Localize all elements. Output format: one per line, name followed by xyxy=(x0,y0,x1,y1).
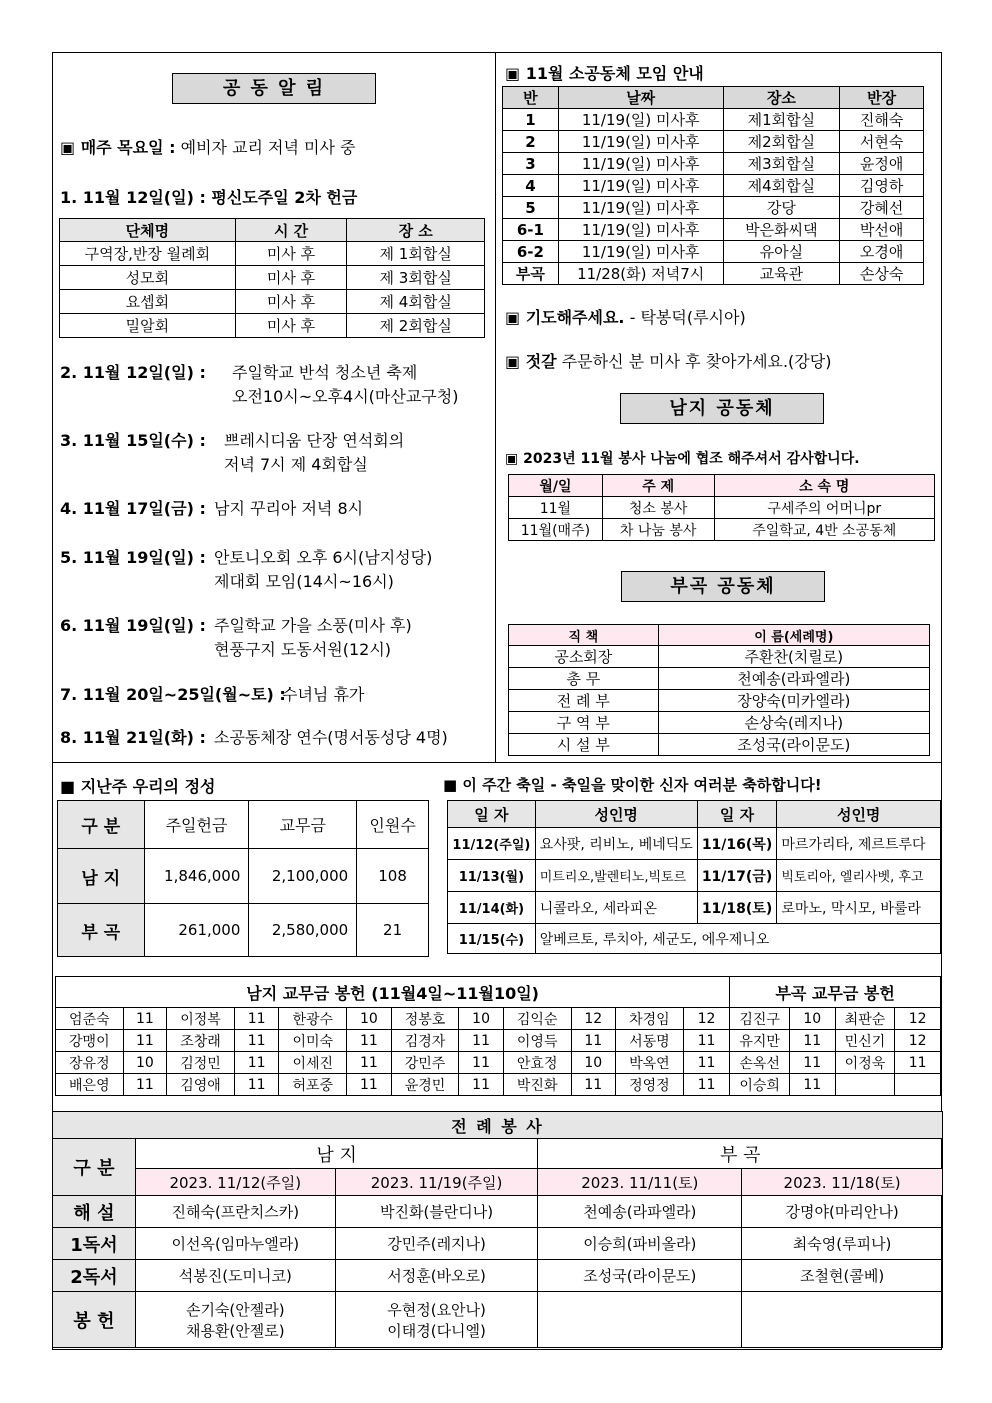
table-cell: 윤경민 xyxy=(391,1074,459,1096)
table-header: 일 자 xyxy=(697,801,777,828)
item6-label: 6. 11월 19일(일) : xyxy=(60,616,206,635)
table-cell: 11 xyxy=(234,1074,279,1096)
table-cell: 이정복 xyxy=(167,1008,235,1030)
table-cell: 11 xyxy=(234,1052,279,1074)
table-header: 인원수 xyxy=(357,801,429,849)
table-cell xyxy=(835,1074,895,1096)
table-cell: 강명야(마리안나) xyxy=(742,1196,943,1228)
table-header: 성인명 xyxy=(535,801,697,828)
table-cell: 최판순 xyxy=(835,1008,895,1030)
table-cell: 11 xyxy=(459,1030,504,1052)
table-cell: 박선애 xyxy=(840,219,924,241)
table-header: 반장 xyxy=(840,87,924,109)
table-cell: 조성국(라이문도) xyxy=(658,734,929,756)
table-cell: 이승희 xyxy=(730,1074,790,1096)
table-cell: 11/19(일) 미사후 xyxy=(558,197,723,219)
table-cell: 김정민 xyxy=(167,1052,235,1074)
liturgy-gubun: 구 분 xyxy=(53,1139,136,1196)
table-cell: 성모회 xyxy=(60,266,236,290)
table-cell: 김진구 xyxy=(730,1008,790,1030)
table-cell: 박진화(블란디나) xyxy=(335,1196,538,1228)
table-cell: 정봉호 xyxy=(391,1008,459,1030)
table-cell: 11/15(수) xyxy=(448,924,536,954)
liturgy-bugok-header: 부 곡 xyxy=(538,1139,943,1169)
table-cell: 5 xyxy=(503,197,559,219)
table-cell: 11/16(목) xyxy=(697,828,777,860)
table-cell: 김영하 xyxy=(840,175,924,197)
table-cell: 엄준숙 xyxy=(56,1008,124,1030)
table-cell: 진해숙 xyxy=(840,109,924,131)
table-cell: 서동명 xyxy=(616,1030,684,1052)
table-cell: 11 xyxy=(347,1030,392,1052)
item6-line2: 현풍구지 도동서원(12시) xyxy=(214,640,392,659)
table-cell: 김익순 xyxy=(503,1008,571,1030)
table-cell: 진해숙(프란치스카) xyxy=(135,1196,335,1228)
item1-table xyxy=(59,218,485,338)
liturgy-row-label: 해 설 xyxy=(53,1196,136,1228)
table-cell: 108 xyxy=(357,849,429,904)
table-cell: 박진화 xyxy=(503,1074,571,1096)
table-cell: 2 xyxy=(503,131,559,153)
item5-line2: 제대회 모임(14시~16시) xyxy=(214,572,394,591)
table-cell: 장유정 xyxy=(56,1052,124,1074)
table-cell: 11/12(주일) xyxy=(448,828,536,860)
table-cell: 조성국(라이문도) xyxy=(538,1260,742,1292)
liturgy-date: 2023. 11/18(토) xyxy=(742,1169,943,1196)
table-cell: 11 xyxy=(790,1030,836,1052)
liturgy-row-label: 1독서 xyxy=(53,1228,136,1260)
table-header: 단체명 xyxy=(60,219,236,242)
table-cell: 제 3회합실 xyxy=(347,266,485,290)
table-cell: 4 xyxy=(503,175,559,197)
table-cell: 10 xyxy=(571,1052,616,1074)
table-cell: 제 1회합실 xyxy=(347,242,485,266)
table-cell: 11/13(월) xyxy=(448,860,536,892)
table-cell: 11월(매주) xyxy=(509,519,603,541)
feast-table xyxy=(447,800,941,954)
table-cell: 이영득 xyxy=(503,1030,571,1052)
table-cell: 오경애 xyxy=(840,241,924,263)
dues-row-0 xyxy=(56,1008,941,1030)
table-cell: 10 xyxy=(123,1052,167,1074)
table-cell: 10 xyxy=(790,1008,836,1030)
table-cell: 미트리오,발렌티노,빅토르 xyxy=(535,860,697,892)
table-cell: 박은화씨댁 xyxy=(723,219,840,241)
table-cell: 이미숙 xyxy=(279,1030,347,1052)
namji-dues-title: 남지 교무금 봉헌 (11월4일~11월10일) xyxy=(56,977,730,1008)
table-cell: 2,100,000 xyxy=(249,849,357,904)
table-cell: 11/18(토) xyxy=(697,892,777,924)
table-cell: 밀알회 xyxy=(60,314,236,338)
table-cell: 손상숙 xyxy=(840,263,924,285)
table-cell: 부 곡 xyxy=(58,904,145,957)
item2-line2: 오전10시~오후4시(마산교구청) xyxy=(232,387,459,406)
table-cell: 6-1 xyxy=(503,219,559,241)
table-cell: 1,846,000 xyxy=(144,849,249,904)
table-header: 주일헌금 xyxy=(144,801,249,849)
liturgy-date: 2023. 11/12(주일) xyxy=(135,1169,335,1196)
item8-label: 8. 11월 21일(화) : xyxy=(60,728,206,747)
dues-row-1 xyxy=(56,1030,941,1052)
liturgy-row-label: 2독서 xyxy=(53,1260,136,1292)
liturgy-date: 2023. 11/19(주일) xyxy=(335,1169,538,1196)
table-cell: 12 xyxy=(571,1008,616,1030)
item5-label: 5. 11월 19일(일) : xyxy=(60,548,206,567)
table-cell: 2,580,000 xyxy=(249,904,357,957)
table-cell: 차경임 xyxy=(616,1008,684,1030)
table-cell: 안효정 xyxy=(503,1052,571,1074)
table-header: 일 자 xyxy=(448,801,536,828)
table-cell: 미사 후 xyxy=(235,290,347,314)
table-header: 이 름(세례명) xyxy=(658,625,929,646)
table-cell: 장양숙(미카엘라) xyxy=(658,690,929,712)
table-cell: 주환찬(치릴로) xyxy=(658,646,929,668)
table-cell: 구역장,반장 월례회 xyxy=(60,242,236,266)
table-header: 날짜 xyxy=(558,87,723,109)
table-cell: 로마노, 막시모, 바룰라 xyxy=(777,892,941,924)
table-cell: 6-2 xyxy=(503,241,559,263)
table-cell: 전 례 부 xyxy=(509,690,659,712)
bugok-dues-title: 부곡 교무금 봉헌 xyxy=(730,977,941,1008)
table-cell: 석봉진(도미니코) xyxy=(135,1260,335,1292)
table-cell: 11 xyxy=(347,1052,392,1074)
table-cell: 구세주의 어머니pr xyxy=(714,497,934,519)
table-cell: 12 xyxy=(683,1008,730,1030)
table-cell: 11 xyxy=(683,1074,730,1096)
table-cell: 시 설 부 xyxy=(509,734,659,756)
section-divider xyxy=(52,762,942,763)
item2-label: 2. 11월 12일(일) : xyxy=(60,363,206,382)
table-cell: 윤정애 xyxy=(840,153,924,175)
table-cell: 제 4회합실 xyxy=(347,290,485,314)
table-cell: 유아실 xyxy=(723,241,840,263)
table-cell: 11/14(화) xyxy=(448,892,536,924)
dues-row-3 xyxy=(56,1074,941,1096)
table-cell: 미사 후 xyxy=(235,314,347,338)
table-cell: 알베르토, 루치아, 세군도, 에우제니오 xyxy=(535,924,940,954)
table-cell: 제2회합실 xyxy=(723,131,840,153)
table-cell: 요사팟, 리비노, 베네딕도 xyxy=(535,828,697,860)
table-header: 성인명 xyxy=(777,801,941,828)
table-cell: 제4회합실 xyxy=(723,175,840,197)
table-cell: 이승희(파비올라) xyxy=(538,1228,742,1260)
table-cell: 11/19(일) 미사후 xyxy=(558,175,723,197)
table-cell: 요셉회 xyxy=(60,290,236,314)
table-cell: 강맹이 xyxy=(56,1030,124,1052)
table-cell: 11/19(일) 미사후 xyxy=(558,131,723,153)
table-cell: 서정훈(바오로) xyxy=(335,1260,538,1292)
table-cell: 11 xyxy=(234,1030,279,1052)
table-cell: 마르가리타, 제르트루다 xyxy=(777,828,941,860)
item7-label: 7. 11월 20일~25일(월~토) : xyxy=(60,685,286,704)
table-cell: 손옥선 xyxy=(730,1052,790,1074)
item2-line1: 주일학교 반석 청소년 축제 xyxy=(232,363,418,382)
table-cell: 11 xyxy=(895,1052,941,1074)
item1-label: 1. 11월 12일(일) : 평신도주일 2차 헌금 xyxy=(60,188,358,207)
table-cell: 11 xyxy=(790,1052,836,1074)
table-cell: 미사 후 xyxy=(235,242,347,266)
table-cell: 제 2회합실 xyxy=(347,314,485,338)
namji-community-title: 남지 공동체 xyxy=(620,393,824,424)
table-cell: 11/19(일) 미사후 xyxy=(558,219,723,241)
table-cell: 서현숙 xyxy=(840,131,924,153)
table-cell: 12 xyxy=(895,1030,941,1052)
table-cell: 한광수 xyxy=(279,1008,347,1030)
table-cell: 11/19(일) 미사후 xyxy=(558,153,723,175)
item8-line1: 소공동체장 연수(명서동성당 4명) xyxy=(214,728,448,747)
table-cell: 11/19(일) 미사후 xyxy=(558,109,723,131)
table-cell: 빅토리아, 엘리사벳, 후고 xyxy=(777,860,941,892)
liturgy-date: 2023. 11/11(토) xyxy=(538,1169,742,1196)
table-cell: 손기숙(안젤라) 채용환(안젤로) xyxy=(135,1292,335,1348)
table-cell: 공소회장 xyxy=(509,646,659,668)
table-cell: 최숙영(루피나) xyxy=(742,1228,943,1260)
bugok-staff-table xyxy=(508,624,930,756)
table-cell: 11월 xyxy=(509,497,603,519)
table-cell: 천예송(라파엘라) xyxy=(538,1196,742,1228)
table-cell: 강혜선 xyxy=(840,197,924,219)
table-cell: 구 역 부 xyxy=(509,712,659,734)
table-cell: 제1회합실 xyxy=(723,109,840,131)
table-cell: 민신기 xyxy=(835,1030,895,1052)
table-header: 소 속 명 xyxy=(714,475,934,497)
table-cell xyxy=(742,1292,943,1348)
table-cell: 11 xyxy=(123,1008,167,1030)
dues-table xyxy=(55,976,941,1096)
table-cell: 11 xyxy=(123,1030,167,1052)
table-cell: 이선옥(임마누엘라) xyxy=(135,1228,335,1260)
table-cell: 우현정(요안나) 이태경(다니엘) xyxy=(335,1292,538,1348)
table-cell: 11/19(일) 미사후 xyxy=(558,241,723,263)
bugok-community-title: 부곡 공동체 xyxy=(621,571,825,602)
prayer-request: ▣ 기도해주세요. - 탁봉덕(루시아) xyxy=(505,308,746,327)
table-header: 직 책 xyxy=(509,625,659,646)
table-cell: 11 xyxy=(571,1030,616,1052)
item4-label: 4. 11월 17일(금) : xyxy=(60,499,206,518)
item4-line1: 남지 꾸리아 저녁 8시 xyxy=(214,499,364,518)
table-header: 시 간 xyxy=(235,219,347,242)
table-cell: 허포중 xyxy=(279,1074,347,1096)
table-cell: 이정욱 xyxy=(835,1052,895,1074)
table-cell: 부곡 xyxy=(503,263,559,285)
table-cell: 11 xyxy=(459,1074,504,1096)
liturgy-namji-header: 남 지 xyxy=(135,1139,538,1169)
item3-label: 3. 11월 15일(수) : xyxy=(60,431,206,450)
table-cell: 261,000 xyxy=(144,904,249,957)
table-cell: 주일학교, 4반 소공동체 xyxy=(714,519,934,541)
table-cell: 10 xyxy=(347,1008,392,1030)
liturgy-title: 전 례 봉 사 xyxy=(53,1112,943,1139)
table-cell: 10 xyxy=(459,1008,504,1030)
item5-line1: 안토니오회 오후 6시(남지성당) xyxy=(214,548,433,567)
table-cell: 12 xyxy=(895,1008,941,1030)
table-cell: 교육관 xyxy=(723,263,840,285)
notice-title: 공 동 알 림 xyxy=(172,73,376,104)
table-cell: 1 xyxy=(503,109,559,131)
table-cell: 강민주 xyxy=(391,1052,459,1074)
table-cell: 박옥연 xyxy=(616,1052,684,1074)
dues-row-2 xyxy=(56,1052,941,1074)
small-community-table xyxy=(502,86,924,285)
table-cell: 정영정 xyxy=(616,1074,684,1096)
item3-line2: 저녁 7시 제 4회합실 xyxy=(224,455,368,474)
table-header: 반 xyxy=(503,87,559,109)
table-header: 장 소 xyxy=(347,219,485,242)
table-cell: 11/28(화) 저녁7시 xyxy=(558,263,723,285)
table-cell: 조철현(콜베) xyxy=(742,1260,943,1292)
table-cell: 천예송(라파엘라) xyxy=(658,668,929,690)
column-divider xyxy=(495,52,496,762)
jeotgal-notice: ▣ 젓갈 주문하신 분 미사 후 찾아가세요.(강당) xyxy=(505,352,832,371)
item3-line1: 쁘레시디움 단장 연석회의 xyxy=(224,431,405,450)
table-cell: 11/17(금) xyxy=(697,860,777,892)
table-cell: 유지만 xyxy=(730,1030,790,1052)
table-header: 주 제 xyxy=(602,475,714,497)
table-cell: 니콜라오, 세라피온 xyxy=(535,892,697,924)
thanks-notice: ▣ 2023년 11월 봉사 나눔에 협조 해주셔서 감사합니다. xyxy=(505,451,860,467)
table-cell: 조창래 xyxy=(167,1030,235,1052)
table-cell: 11 xyxy=(571,1074,616,1096)
table-cell: 21 xyxy=(357,904,429,957)
thanks-table xyxy=(508,474,935,541)
table-header: 교무금 xyxy=(249,801,357,849)
table-cell: 김경자 xyxy=(391,1030,459,1052)
table-header: 구 분 xyxy=(58,801,145,849)
offering-table xyxy=(57,800,429,957)
table-cell: 제3회합실 xyxy=(723,153,840,175)
table-cell xyxy=(538,1292,742,1348)
table-cell: 11 xyxy=(234,1008,279,1030)
table-cell: 강당 xyxy=(723,197,840,219)
table-cell: 3 xyxy=(503,153,559,175)
table-cell: 배은영 xyxy=(56,1074,124,1096)
table-cell: 청소 봉사 xyxy=(602,497,714,519)
table-cell: 11 xyxy=(683,1030,730,1052)
small-community-title: ▣ 11월 소공동체 모임 안내 xyxy=(505,64,704,83)
liturgy-table xyxy=(52,1111,943,1348)
table-cell: 이세진 xyxy=(279,1052,347,1074)
table-cell: 11 xyxy=(347,1074,392,1096)
item7-line1: 수녀님 휴가 xyxy=(282,685,365,704)
table-cell: 11 xyxy=(123,1074,167,1096)
weekly-notice: ▣ 매주 목요일 : 예비자 교리 저녁 미사 중 xyxy=(60,138,356,157)
table-cell: 11 xyxy=(459,1052,504,1074)
table-header: 월/일 xyxy=(509,475,603,497)
table-cell: 강민주(레지나) xyxy=(335,1228,538,1260)
table-cell: 김영애 xyxy=(167,1074,235,1096)
liturgy-row-label: 봉 헌 xyxy=(53,1292,136,1348)
table-cell: 차 나눔 봉사 xyxy=(602,519,714,541)
item6-line1: 주일학교 가을 소풍(미사 후) xyxy=(214,616,412,635)
table-cell: 손상숙(레지나) xyxy=(658,712,929,734)
offering-title: ■ 지난주 우리의 정성 xyxy=(60,777,216,796)
table-cell xyxy=(895,1074,941,1096)
table-cell: 11 xyxy=(683,1052,730,1074)
table-cell: 미사 후 xyxy=(235,266,347,290)
table-cell: 남 지 xyxy=(58,849,145,904)
table-cell: 11 xyxy=(790,1074,836,1096)
table-cell: 총 무 xyxy=(509,668,659,690)
table-header: 장소 xyxy=(723,87,840,109)
feast-title: ■ 이 주간 축일 - 축일을 맞이한 신자 여러분 축하합니다! xyxy=(443,776,822,794)
